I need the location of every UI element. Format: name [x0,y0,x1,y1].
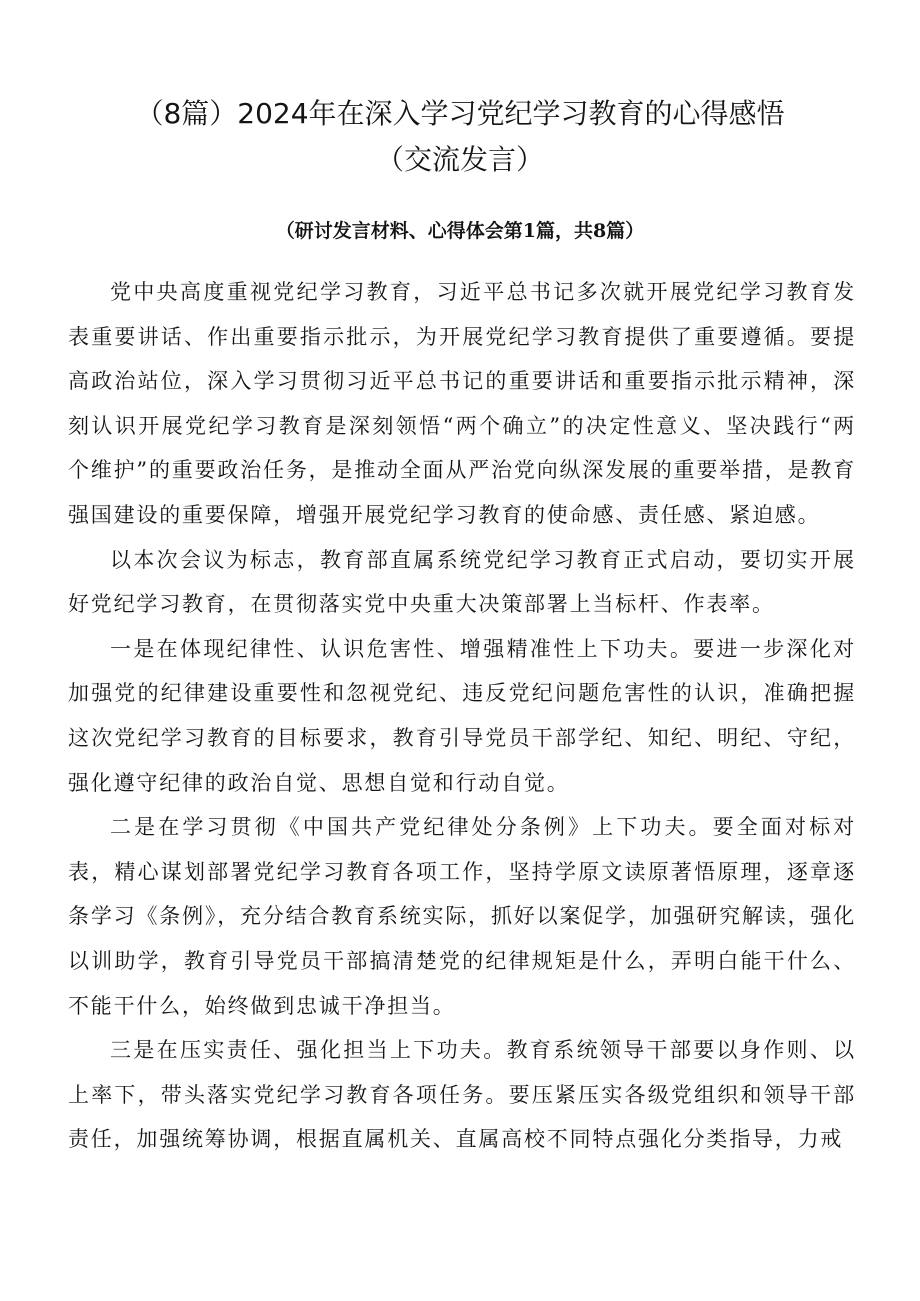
paragraph: 二是在学习贯彻《中国共产党纪律处分条例》上下功夫。要全面对标对表，精心谋划部署党纪学习教育各项工作，坚持学原文读原著悟原理，逐章逐条学习《条例》，充分结合教育系统实际，抓好以案促学，加强研究解读，强化以训助学，教育引导党员干部搞清楚党的纪律规矩是什么，弄明白能干什么、不能干什么，始终做到忠诚干净担当。 [68,815,856,1018]
paragraph: 三是在压实责任、强化担当上下功夫。教育系统领导干部要以身作则、以上率下，带头落实党纪学习教育各项任务。要压紧压实各级党组织和领导干部责任，加强统筹协调，根据直属机关、直属高校不同特点强化分类指导，力戒 [68,1038,856,1152]
document-title-line-1: （8篇）2024年在深入学习党纪学习教育的心得感悟 [135,97,785,130]
document-body [68,270,856,1162]
document-subtitle: （研讨发言材料、心得体会第1篇，共8篇） [275,220,645,242]
document-title-line-2: （交流发言） [375,143,544,176]
paragraph: 党中央高度重视党纪学习教育，习近平总书记多次就开展党纪学习教育发表重要讲话、作出重要指示批示，为开展党纪学习教育提供了重要遵循。要提高政治站位，深入学习贯彻习近平总书记的重要讲话和重要指示批示精神，深刻认识开展党纪学习教育是深刻领悟“两个确立”的决定性意义、坚决践行“两个维护”的重要政治任务，是推动全面从严治党向纵深发展的重要举措，是教育强国建设的重要保障，增强开展党纪学习教育的使命感、责任感、紧迫感。 [68,280,856,527]
paragraph: 以本次会议为标志，教育部直属系统党纪学习教育正式启动，要切实开展好党纪学习教育，在贯彻落实党中央重大决策部署上当标杆、作表率。 [68,547,856,617]
paragraph: 一是在体现纪律性、认识危害性、增强精准性上下功夫。要进一步深化对加强党的纪律建设重要性和忽视党纪、违反党纪问题危害性的认识，准确把握这次党纪学习教育的目标要求，教育引导党员干部学纪、知纪、明纪、守纪，强化遵守纪律的政治自觉、思想自觉和行动自觉。 [68,636,856,795]
